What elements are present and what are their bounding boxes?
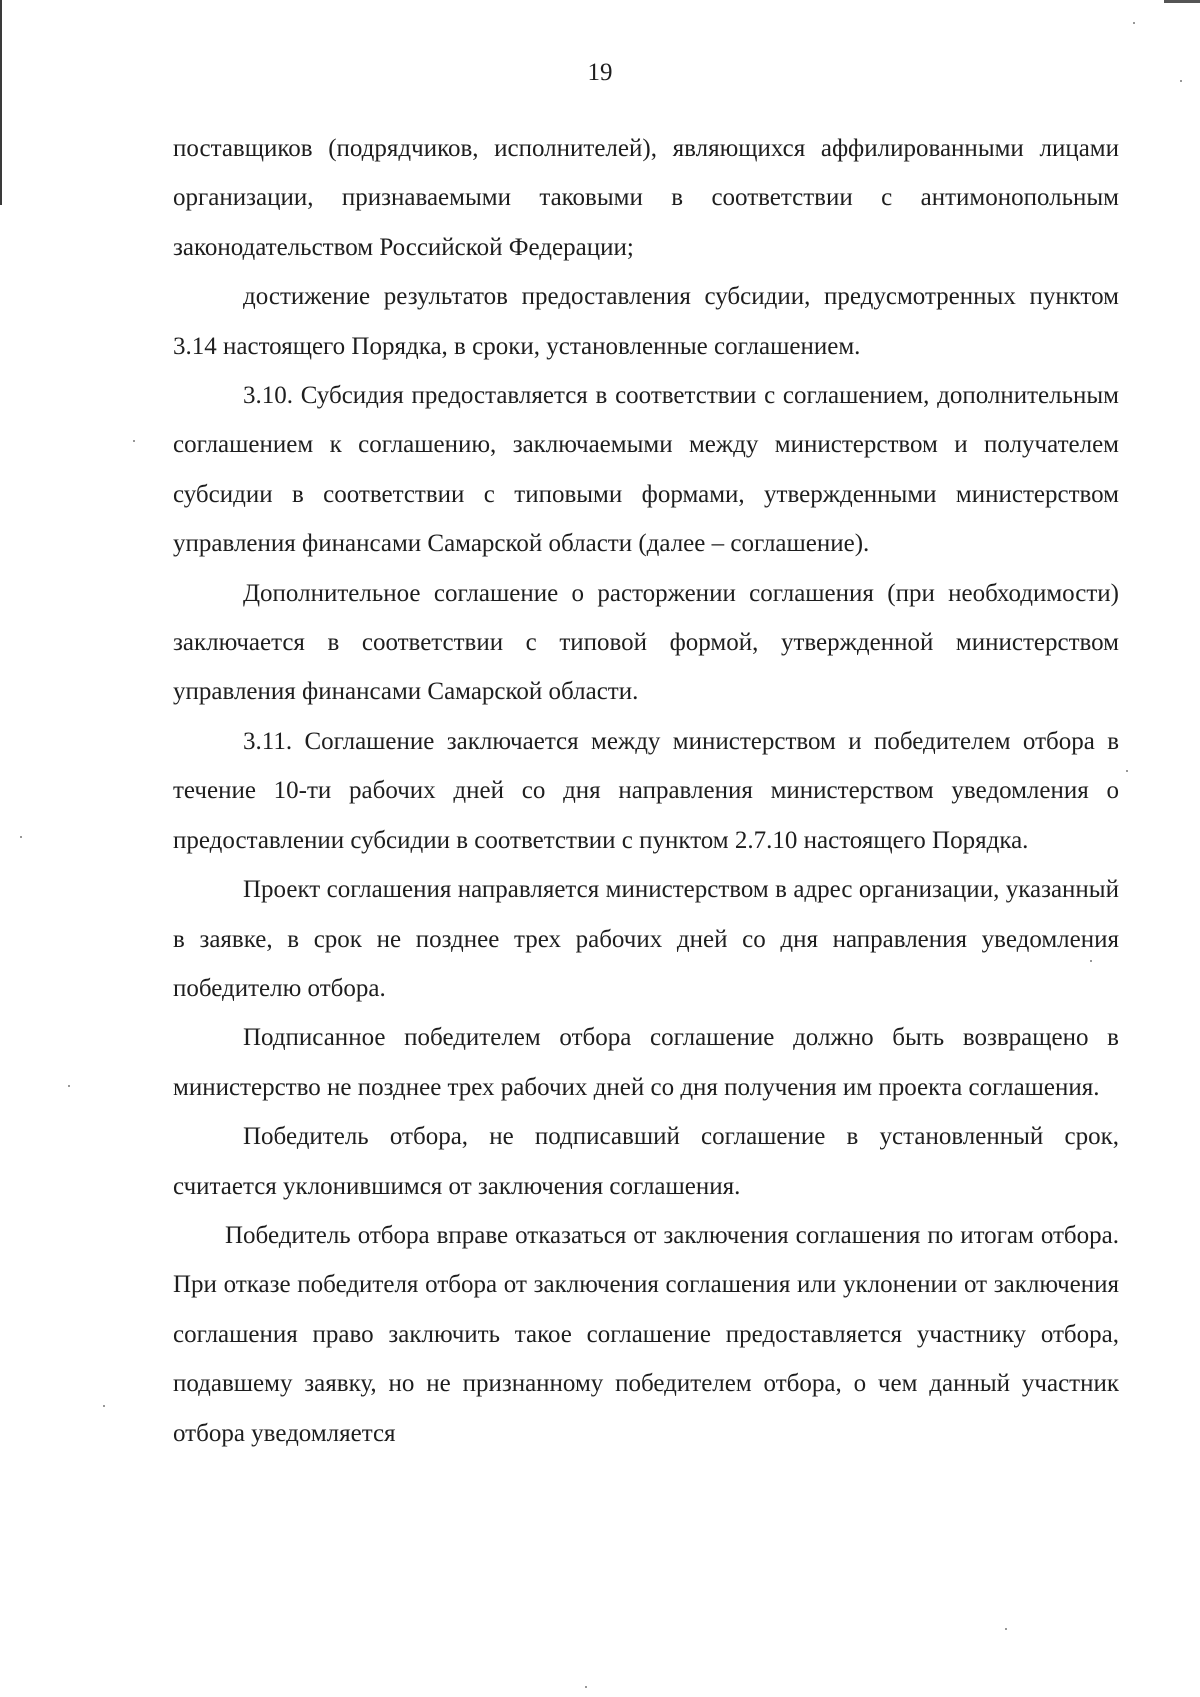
paragraph-7: Подписанное победителем отбора соглашение должно быть возвращено в министерство не позднее трех рабочих дней со дня получения им проекта соглашения.: [173, 1024, 1119, 1101]
paragraph-8: Победитель отбора, не подписавший соглашение в установленный срок, считается уклонившимся от заключения соглашения.: [173, 1123, 1119, 1200]
scan-speck: [585, 1686, 587, 1688]
scan-speck: [1126, 770, 1128, 772]
paragraph-1: поставщиков (подрядчиков, исполнителей), являющихся аффилированными лицами организации, признаваемыми таковыми в соответствии с антимонопольным законодательством Российской Федерации;: [173, 135, 1119, 261]
scan-corner-mark: [1164, 0, 1200, 3]
paragraph-2: достижение результатов предоставления субсидии, предусмотренных пунктом 3.14 настоящего Порядка, в сроки, установленные соглашением.: [173, 283, 1119, 360]
scan-speck: [1005, 1628, 1007, 1630]
scan-speck: [20, 836, 22, 838]
page-number: 19: [587, 59, 613, 86]
paragraph-3: 3.10. Субсидия предоставляется в соответствии с соглашением, дополнительным соглашением к соглашению, заключаемыми между министерством и получателем субсидии в соответствии с типовыми формами, утвержденными министерством управления финансами Самарской области (далее – соглашение).: [173, 382, 1119, 558]
scan-speck: [103, 1405, 105, 1407]
paragraph-6: Проект соглашения направляется министерством в адрес организации, указанный в заявке, в срок не позднее трех рабочих дней со дня направления уведомления победителю отбора.: [173, 876, 1119, 1002]
paragraph-4: Дополнительное соглашение о расторжении соглашения (при необходимости) заключается в соответствии с типовой формой, утвержденной министерством управления финансами Самарской области.: [173, 579, 1119, 706]
scan-speck: [1133, 22, 1135, 24]
document-body: [173, 124, 1119, 1458]
scan-speck: [68, 1085, 70, 1087]
scan-edge-mark: [0, 0, 2, 205]
scan-speck: [133, 440, 135, 442]
paragraph-5: 3.11. Соглашение заключается между министерством и победителем отбора в течение 10-ти рабочих дней со дня направления министерством уведомления о предоставлении субсидии в соответствии с пунктом 2.7.10 настоящего Порядка.: [173, 727, 1119, 854]
paragraph-9: Победитель отбора вправе отказаться от заключения соглашения по итогам отбора. При отказе победителя отбора от заключения соглашения или уклонении от заключения соглашения право заключить такое соглашение предоставляется участнику отбора, подавшему заявку, но не признанному победителем отбора, о чем данный участник отбора уведомляется: [173, 1221, 1119, 1447]
